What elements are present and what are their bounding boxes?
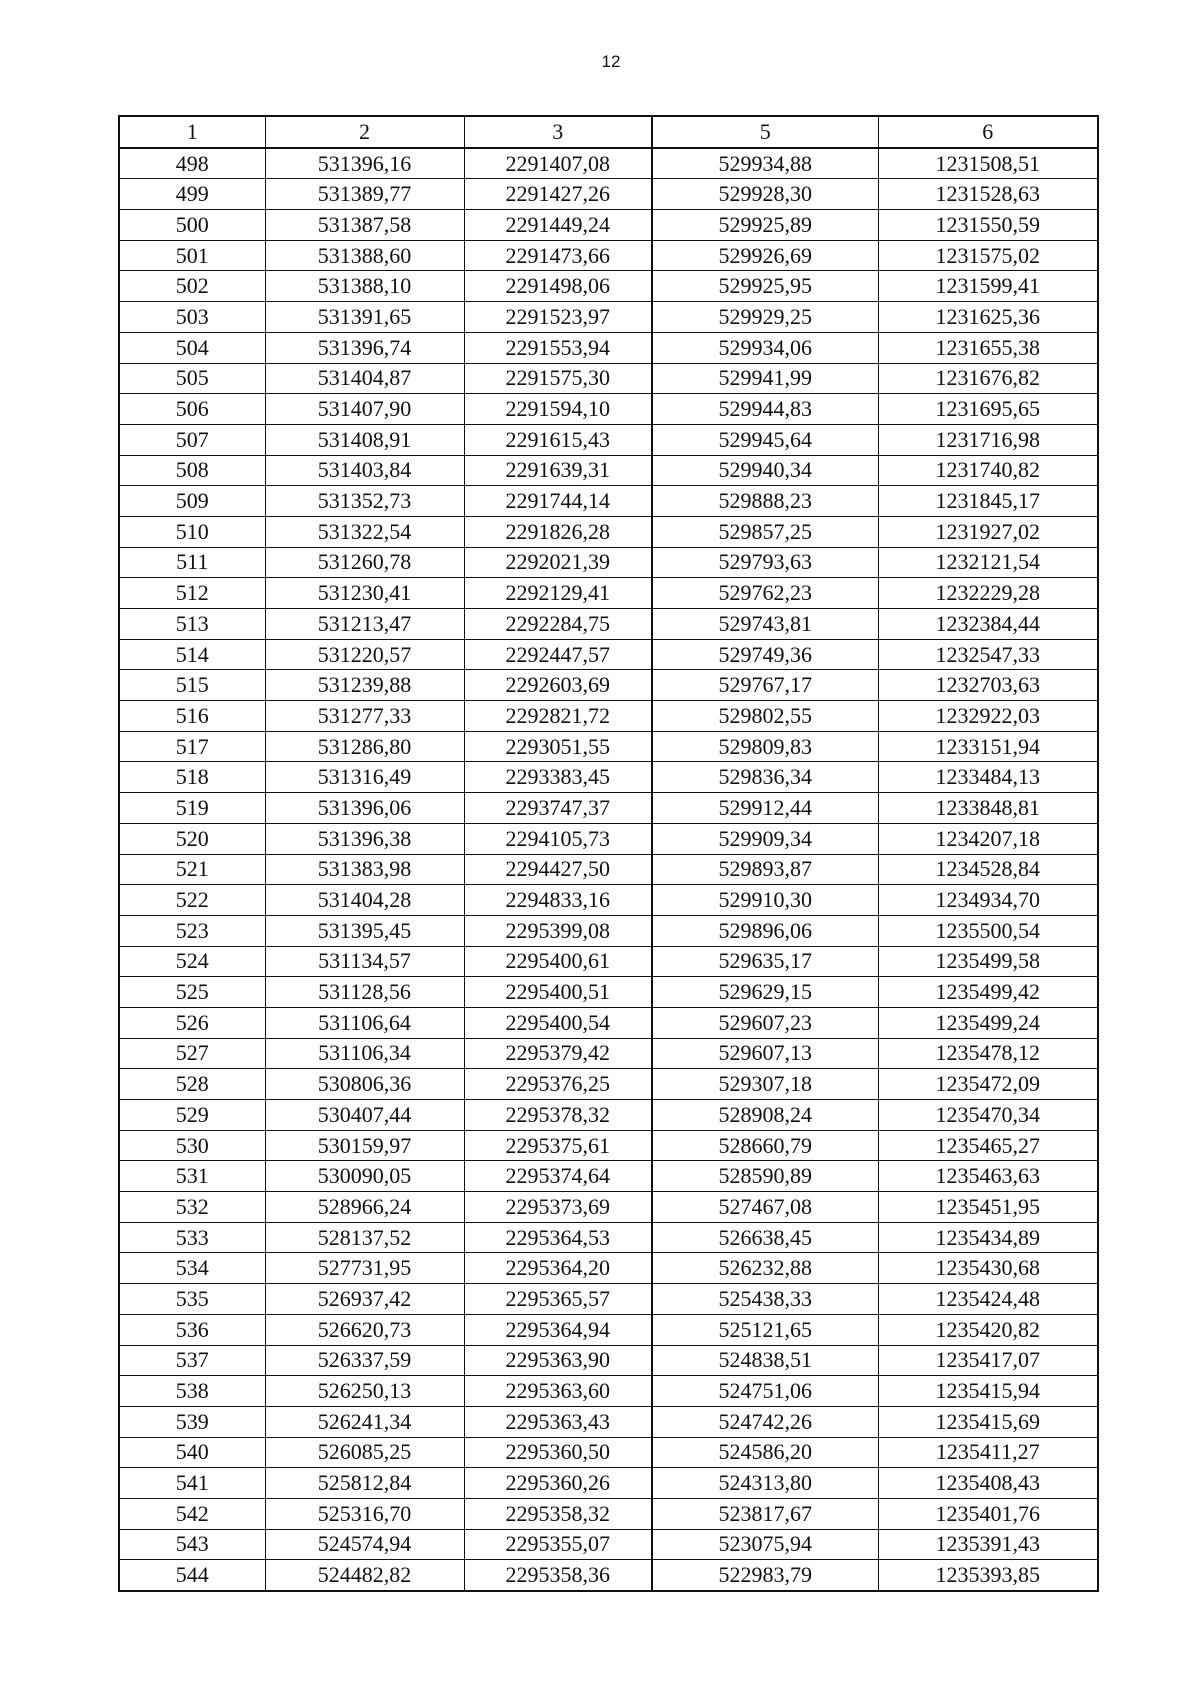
table-cell: 2295376,25	[464, 1069, 652, 1100]
table-cell: 1231599,41	[878, 271, 1098, 302]
table-cell: 1232547,33	[878, 639, 1098, 670]
table-cell: 531106,64	[265, 1007, 464, 1038]
table-cell: 527731,95	[265, 1253, 464, 1284]
table-row	[119, 609, 1098, 640]
table-row	[119, 1161, 1098, 1192]
table-cell: 1235415,94	[878, 1376, 1098, 1407]
table-cell: 531396,06	[265, 793, 464, 824]
table-cell: 512	[119, 578, 265, 609]
table-cell: 2293051,55	[464, 731, 652, 762]
table-cell: 1231550,59	[878, 210, 1098, 241]
table-cell: 514	[119, 639, 265, 670]
table-cell: 526638,45	[652, 1222, 878, 1253]
table-cell: 531396,16	[265, 148, 464, 179]
table-cell: 1231508,51	[878, 148, 1098, 179]
table-cell: 501	[119, 240, 265, 271]
table-row	[119, 302, 1098, 333]
table-cell: 2295358,32	[464, 1498, 652, 1529]
table-cell: 2295375,61	[464, 1130, 652, 1161]
table-cell: 1232229,28	[878, 578, 1098, 609]
table-cell: 518	[119, 762, 265, 793]
table-cell: 533	[119, 1222, 265, 1253]
table-row	[119, 1253, 1098, 1284]
table-row	[119, 639, 1098, 670]
table-cell: 499	[119, 179, 265, 210]
table-cell: 1235401,76	[878, 1498, 1098, 1529]
table-cell: 529762,23	[652, 578, 878, 609]
table-cell: 1232703,63	[878, 670, 1098, 701]
table-cell: 526337,59	[265, 1345, 464, 1376]
table-cell: 2291615,43	[464, 424, 652, 455]
table-cell: 529	[119, 1100, 265, 1131]
table-cell: 1232922,03	[878, 701, 1098, 732]
table-cell: 529809,83	[652, 731, 878, 762]
table-cell: 509	[119, 486, 265, 517]
table-cell: 529925,95	[652, 271, 878, 302]
table-cell: 538	[119, 1376, 265, 1407]
table-cell: 544	[119, 1560, 265, 1591]
table-cell: 2291744,14	[464, 486, 652, 517]
table-cell: 526232,88	[652, 1253, 878, 1284]
table-cell: 2291498,06	[464, 271, 652, 302]
table-cell: 2295399,08	[464, 915, 652, 946]
table-cell: 511	[119, 547, 265, 578]
table-cell: 531220,57	[265, 639, 464, 670]
table-cell: 2295365,57	[464, 1284, 652, 1315]
table-cell: 1235417,07	[878, 1345, 1098, 1376]
table-cell: 2295373,69	[464, 1192, 652, 1223]
table-cell: 1233848,81	[878, 793, 1098, 824]
table-cell: 530090,05	[265, 1161, 464, 1192]
table-cell: 2295400,61	[464, 946, 652, 977]
table-row	[119, 1437, 1098, 1468]
table-row	[119, 1406, 1098, 1437]
table-cell: 1232384,44	[878, 609, 1098, 640]
table-row	[119, 179, 1098, 210]
header-row	[119, 116, 1098, 148]
table-cell: 527	[119, 1038, 265, 1069]
table-cell: 524838,51	[652, 1345, 878, 1376]
table-cell: 531408,91	[265, 424, 464, 455]
table-cell: 531404,87	[265, 363, 464, 394]
table-cell: 531134,57	[265, 946, 464, 977]
table-cell: 532	[119, 1192, 265, 1223]
table-cell: 1235415,69	[878, 1406, 1098, 1437]
table-cell: 1232121,54	[878, 547, 1098, 578]
table-cell: 1235465,27	[878, 1130, 1098, 1161]
table-row	[119, 1007, 1098, 1038]
table-cell: 2295379,42	[464, 1038, 652, 1069]
table-cell: 1235472,09	[878, 1069, 1098, 1100]
table-cell: 502	[119, 271, 265, 302]
table-row	[119, 363, 1098, 394]
table-cell: 529607,23	[652, 1007, 878, 1038]
table-cell: 526250,13	[265, 1376, 464, 1407]
table-cell: 529888,23	[652, 486, 878, 517]
table-row	[119, 1314, 1098, 1345]
table-cell: 529925,89	[652, 210, 878, 241]
table-cell: 524313,80	[652, 1468, 878, 1499]
table-cell: 2295378,32	[464, 1100, 652, 1131]
table-cell: 2294105,73	[464, 823, 652, 854]
table-cell: 529802,55	[652, 701, 878, 732]
table-cell: 1235420,82	[878, 1314, 1098, 1345]
table-cell: 2291639,31	[464, 455, 652, 486]
column-header: 6	[878, 116, 1098, 148]
table-cell: 1233484,13	[878, 762, 1098, 793]
table-row	[119, 1529, 1098, 1560]
table-cell: 528660,79	[652, 1130, 878, 1161]
table-row	[119, 1069, 1098, 1100]
table-cell: 529896,06	[652, 915, 878, 946]
table-cell: 531391,65	[265, 302, 464, 333]
table-cell: 503	[119, 302, 265, 333]
table-cell: 2295363,43	[464, 1406, 652, 1437]
column-header: 2	[265, 116, 464, 148]
table-cell: 519	[119, 793, 265, 824]
table-cell: 536	[119, 1314, 265, 1345]
table-cell: 2291449,24	[464, 210, 652, 241]
table-row	[119, 210, 1098, 241]
table-cell: 2292821,72	[464, 701, 652, 732]
table-row	[119, 455, 1098, 486]
table-cell: 531396,38	[265, 823, 464, 854]
table-cell: 517	[119, 731, 265, 762]
coordinates-table	[118, 115, 1099, 1592]
table-cell: 2295360,26	[464, 1468, 652, 1499]
table-cell: 529793,63	[652, 547, 878, 578]
table-cell: 507	[119, 424, 265, 455]
table-cell: 2291407,08	[464, 148, 652, 179]
table-cell: 530407,44	[265, 1100, 464, 1131]
table-cell: 529635,17	[652, 946, 878, 977]
table-cell: 531322,54	[265, 516, 464, 547]
table-cell: 523817,67	[652, 1498, 878, 1529]
table-cell: 534	[119, 1253, 265, 1284]
table-cell: 527467,08	[652, 1192, 878, 1223]
table-cell: 513	[119, 609, 265, 640]
table-cell: 1235411,27	[878, 1437, 1098, 1468]
table-cell: 526937,42	[265, 1284, 464, 1315]
table-row	[119, 240, 1098, 271]
table-row	[119, 731, 1098, 762]
table-cell: 539	[119, 1406, 265, 1437]
table-cell: 1231655,38	[878, 332, 1098, 363]
table-cell: 529934,88	[652, 148, 878, 179]
table-cell: 1231845,17	[878, 486, 1098, 517]
table-cell: 524	[119, 946, 265, 977]
table-row	[119, 823, 1098, 854]
table-cell: 530159,97	[265, 1130, 464, 1161]
table-cell: 2295358,36	[464, 1560, 652, 1591]
table-cell: 523	[119, 915, 265, 946]
table-cell: 1235499,58	[878, 946, 1098, 977]
table-cell: 529944,83	[652, 394, 878, 425]
column-header: 5	[652, 116, 878, 148]
table-cell: 1233151,94	[878, 731, 1098, 762]
table-row	[119, 486, 1098, 517]
table-row	[119, 424, 1098, 455]
table-cell: 522	[119, 885, 265, 916]
table-row	[119, 1498, 1098, 1529]
table-cell: 1231695,65	[878, 394, 1098, 425]
table-cell: 2295364,53	[464, 1222, 652, 1253]
table-row	[119, 1560, 1098, 1591]
table-cell: 1231740,82	[878, 455, 1098, 486]
table-cell: 2295360,50	[464, 1437, 652, 1468]
table-cell: 2291594,10	[464, 394, 652, 425]
table-cell: 529629,15	[652, 977, 878, 1008]
table-cell: 529836,34	[652, 762, 878, 793]
table-cell: 541	[119, 1468, 265, 1499]
table-cell: 531404,28	[265, 885, 464, 916]
table-cell: 531106,34	[265, 1038, 464, 1069]
table-cell: 540	[119, 1437, 265, 1468]
table-cell: 508	[119, 455, 265, 486]
table-row	[119, 1038, 1098, 1069]
table-cell: 531239,88	[265, 670, 464, 701]
table-cell: 2292447,57	[464, 639, 652, 670]
table-cell: 506	[119, 394, 265, 425]
page-number: 12	[601, 52, 621, 71]
table-cell: 2294833,16	[464, 885, 652, 916]
table-cell: 1234528,84	[878, 854, 1098, 885]
table-cell: 520	[119, 823, 265, 854]
table-cell: 531230,41	[265, 578, 464, 609]
table-cell: 1235500,54	[878, 915, 1098, 946]
table-cell: 2291523,97	[464, 302, 652, 333]
table-cell: 2295400,51	[464, 977, 652, 1008]
table-row	[119, 854, 1098, 885]
column-header: 3	[464, 116, 652, 148]
table-cell: 1235499,42	[878, 977, 1098, 1008]
table-cell: 525316,70	[265, 1498, 464, 1529]
table-cell: 2291553,94	[464, 332, 652, 363]
table-cell: 529929,25	[652, 302, 878, 333]
table-cell: 531	[119, 1161, 265, 1192]
table-cell: 529941,99	[652, 363, 878, 394]
table-body	[119, 148, 1098, 1591]
table-row	[119, 1468, 1098, 1499]
table-cell: 2291473,66	[464, 240, 652, 271]
table-cell: 529607,13	[652, 1038, 878, 1069]
table-cell: 531128,56	[265, 977, 464, 1008]
table-cell: 1235434,89	[878, 1222, 1098, 1253]
table-cell: 525121,65	[652, 1314, 878, 1345]
table-row	[119, 1376, 1098, 1407]
table-row	[119, 516, 1098, 547]
table-cell: 526085,25	[265, 1437, 464, 1468]
table-cell: 529928,30	[652, 179, 878, 210]
table-cell: 2293747,37	[464, 793, 652, 824]
table-cell: 2295400,54	[464, 1007, 652, 1038]
table-cell: 2292284,75	[464, 609, 652, 640]
table-cell: 531388,10	[265, 271, 464, 302]
table-cell: 529926,69	[652, 240, 878, 271]
table-cell: 2295363,60	[464, 1376, 652, 1407]
table-cell: 529934,06	[652, 332, 878, 363]
table-cell: 531395,45	[265, 915, 464, 946]
table-cell: 526241,34	[265, 1406, 464, 1437]
table-cell: 531396,74	[265, 332, 464, 363]
table-row	[119, 394, 1098, 425]
table-cell: 504	[119, 332, 265, 363]
table-cell: 529893,87	[652, 854, 878, 885]
table-cell: 531213,47	[265, 609, 464, 640]
table-cell: 529767,17	[652, 670, 878, 701]
table-cell: 2291826,28	[464, 516, 652, 547]
table-cell: 1235478,12	[878, 1038, 1098, 1069]
table-cell: 1234934,70	[878, 885, 1098, 916]
table-cell: 525438,33	[652, 1284, 878, 1315]
table-row	[119, 915, 1098, 946]
table-cell: 2293383,45	[464, 762, 652, 793]
table-cell: 529940,34	[652, 455, 878, 486]
table-cell: 531407,90	[265, 394, 464, 425]
table-cell: 516	[119, 701, 265, 732]
table-cell: 498	[119, 148, 265, 179]
table-cell: 522983,79	[652, 1560, 878, 1591]
table-cell: 528966,24	[265, 1192, 464, 1223]
table-cell: 526620,73	[265, 1314, 464, 1345]
table-row	[119, 547, 1098, 578]
table-cell: 1235463,63	[878, 1161, 1098, 1192]
column-header: 1	[119, 116, 265, 148]
table-cell: 2292129,41	[464, 578, 652, 609]
table-row	[119, 1345, 1098, 1376]
table-cell: 1231716,98	[878, 424, 1098, 455]
table-cell: 531387,58	[265, 210, 464, 241]
table-cell: 1235408,43	[878, 1468, 1098, 1499]
table-cell: 524574,94	[265, 1529, 464, 1560]
table-cell: 525812,84	[265, 1468, 464, 1499]
table-cell: 531286,80	[265, 731, 464, 762]
table-row	[119, 885, 1098, 916]
table-cell: 1235391,43	[878, 1529, 1098, 1560]
table-cell: 2295364,94	[464, 1314, 652, 1345]
table-cell: 529945,64	[652, 424, 878, 455]
table-cell: 2295374,64	[464, 1161, 652, 1192]
table-cell: 500	[119, 210, 265, 241]
table-row	[119, 946, 1098, 977]
table-row	[119, 1284, 1098, 1315]
table-row	[119, 793, 1098, 824]
table-cell: 531352,73	[265, 486, 464, 517]
table-cell: 537	[119, 1345, 265, 1376]
table-cell: 529909,34	[652, 823, 878, 854]
table-row	[119, 1130, 1098, 1161]
table-cell: 1231927,02	[878, 516, 1098, 547]
table-cell: 524482,82	[265, 1560, 464, 1591]
table-cell: 515	[119, 670, 265, 701]
table-cell: 529749,36	[652, 639, 878, 670]
table-cell: 524742,26	[652, 1406, 878, 1437]
table-cell: 1235424,48	[878, 1284, 1098, 1315]
table-cell: 521	[119, 854, 265, 885]
table-cell: 542	[119, 1498, 265, 1529]
table-cell: 2291575,30	[464, 363, 652, 394]
table-cell: 531389,77	[265, 179, 464, 210]
table-cell: 531388,60	[265, 240, 464, 271]
table-cell: 531277,33	[265, 701, 464, 732]
table-cell: 529912,44	[652, 793, 878, 824]
table-cell: 1231528,63	[878, 179, 1098, 210]
table-cell: 528	[119, 1069, 265, 1100]
table-cell: 505	[119, 363, 265, 394]
table-cell: 531316,49	[265, 762, 464, 793]
table-cell: 529307,18	[652, 1069, 878, 1100]
table-cell: 528137,52	[265, 1222, 464, 1253]
table-cell: 523075,94	[652, 1529, 878, 1560]
table-row	[119, 1192, 1098, 1223]
table-row	[119, 762, 1098, 793]
table-cell: 531383,98	[265, 854, 464, 885]
table-row	[119, 1100, 1098, 1131]
table-cell: 2294427,50	[464, 854, 652, 885]
table-cell: 526	[119, 1007, 265, 1038]
table-cell: 1235470,34	[878, 1100, 1098, 1131]
table-cell: 2295364,20	[464, 1253, 652, 1284]
table-row	[119, 977, 1098, 1008]
table-row	[119, 670, 1098, 701]
table-row	[119, 332, 1098, 363]
table-cell: 1235430,68	[878, 1253, 1098, 1284]
table-cell: 530806,36	[265, 1069, 464, 1100]
table-row	[119, 1222, 1098, 1253]
table-row	[119, 148, 1098, 179]
table-cell: 2292603,69	[464, 670, 652, 701]
table-cell: 1234207,18	[878, 823, 1098, 854]
table-cell: 529743,81	[652, 609, 878, 640]
table-cell: 2295363,90	[464, 1345, 652, 1376]
table-cell: 524751,06	[652, 1376, 878, 1407]
table-cell: 531403,84	[265, 455, 464, 486]
table-cell: 1235451,95	[878, 1192, 1098, 1223]
table-cell: 543	[119, 1529, 265, 1560]
table-header	[119, 116, 1098, 148]
table-cell: 2295355,07	[464, 1529, 652, 1560]
table-cell: 1235499,24	[878, 1007, 1098, 1038]
table-row	[119, 578, 1098, 609]
table-cell: 530	[119, 1130, 265, 1161]
table-row	[119, 271, 1098, 302]
table-cell: 535	[119, 1284, 265, 1315]
table-cell: 1231676,82	[878, 363, 1098, 394]
table-row	[119, 701, 1098, 732]
table-cell: 1231625,36	[878, 302, 1098, 333]
table-cell: 529857,25	[652, 516, 878, 547]
table-cell: 524586,20	[652, 1437, 878, 1468]
table-cell: 1231575,02	[878, 240, 1098, 271]
table-cell: 510	[119, 516, 265, 547]
table-cell: 528590,89	[652, 1161, 878, 1192]
table-cell: 528908,24	[652, 1100, 878, 1131]
table-cell: 2291427,26	[464, 179, 652, 210]
table-cell: 531260,78	[265, 547, 464, 578]
table-cell: 529910,30	[652, 885, 878, 916]
table-cell: 1235393,85	[878, 1560, 1098, 1591]
table-cell: 525	[119, 977, 265, 1008]
table-cell: 2292021,39	[464, 547, 652, 578]
